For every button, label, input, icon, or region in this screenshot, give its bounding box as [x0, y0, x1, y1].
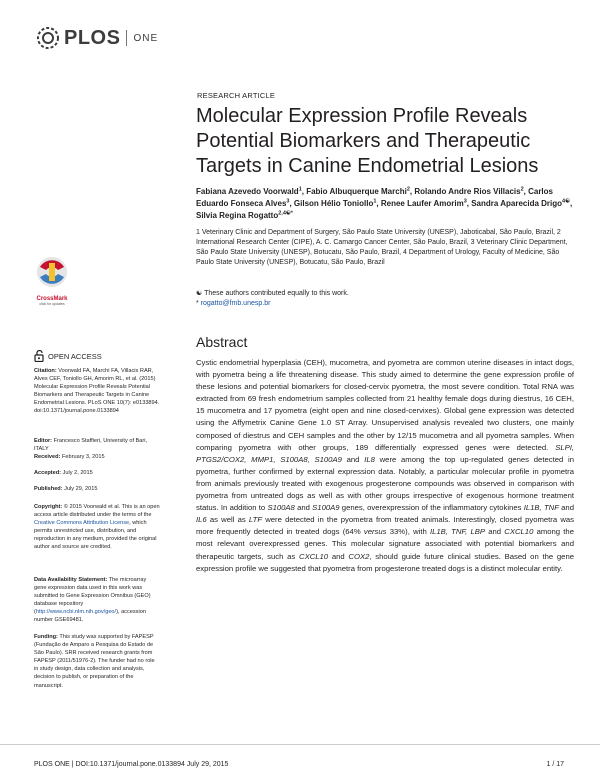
- citation-text: Voorwald FA, Marchi FA, Villacis RAR, Alves CEF, Toniollo GH, Amorim RL, et al. (2015) Molecular Expression Profile Reveals Potential Biomarkers and Therapeutic Targets in Canine Endometrial Lesions. PLoS ONE 10(7): e0133894. doi:10.1371/journal.pone.0133894: [34, 368, 160, 415]
- affiliations: 1 Veterinary Clinic and Department of Surgery, São Paulo State University (UNESP), Jaboticabal, São Paulo, Brazil, 2 International Research Center (CIPE), A. C. Camargo Cancer Center, São Paulo, Brazil, 3 Veterinary Clinic Department, São Paulo State University (UNESP), Botucatu, São Paulo, Brazil, 4 Department of Urology, Faculty of Medicine, São Paulo State University (UNESP), Botucatu, São Paulo, Brazil: [196, 229, 568, 266]
- geo-link[interactable]: http://www.ncbi.nlm.nih.gov/geo/: [35, 609, 117, 616]
- article-title: Molecular Expression Profile Reveals Potential Biomarkers and Therapeutic Targets in Canine Endometrial Lesions: [196, 105, 539, 177]
- abstract-text-segment: 33%), with: [386, 527, 430, 537]
- abstract-gene-term: CXCL10: [299, 551, 329, 561]
- open-access-badge: [34, 350, 102, 362]
- funding-label: Funding:: [34, 634, 58, 640]
- funding-text: This study was supported by FAPESP (Fundação de Amparo a Pesquisa do Estado de São Paulo). SRR received research grants from FAPESP (2011/51976-2). The funder had no role in study design, data collection and analysis, decision to publish, or preparation of the manuscript.: [34, 634, 155, 689]
- author-name: Fabio Albuquerque Marchi: [306, 187, 407, 196]
- copyright-text: © 2015 Voorwald et al. This is an open access article distributed under the terms of the: [34, 504, 160, 519]
- accepted-block: [34, 469, 160, 477]
- logo-wordmark: PLOS: [64, 26, 121, 49]
- abstract-gene-term: IL8: [364, 454, 375, 464]
- copyright-label: Copyright:: [34, 504, 63, 510]
- funding-block: [34, 633, 160, 690]
- author-affiliation-sup: 2,4☯*: [278, 210, 293, 217]
- corresponding-marker: *: [196, 300, 201, 307]
- author-name: Sandra Aparecida Drigo: [471, 199, 563, 208]
- editor-text: Francesco Staffieri, University of Bari, ITALY: [34, 438, 148, 453]
- abstract-gene-term: versus: [363, 527, 387, 537]
- received-block: [34, 453, 160, 461]
- abstract-text-segment: and: [328, 551, 349, 561]
- author-name: Silvia Regina Rogatto: [196, 211, 279, 220]
- abstract-text-segment: were among the top up-regulated genes detected in pyometra, further confirmed by external expression data. Notably, a particular molecular profile in pyometra from animals previously treated with exogenous progesterone compounds was observed in comparison with pyometra from untreated dogs as well as with other groups irrespective of exogenous hormone treatment status. In addition to: [196, 454, 574, 513]
- abstract-gene-term: LTF: [248, 515, 263, 525]
- abstract-text-segment: genes, overexpression of the inflammatory cytokines: [339, 503, 524, 513]
- crossmark-badge[interactable]: [32, 255, 72, 306]
- logo-divider: [126, 30, 127, 46]
- received-date: February 3, 2015: [60, 454, 105, 460]
- data-availability-block: [34, 576, 160, 625]
- received-label: Received:: [34, 454, 61, 460]
- author-name: Rolando Andre Rios Villacis: [414, 187, 521, 196]
- author-affiliation-sup: 3: [286, 198, 290, 205]
- crossmark-sublabel: click for updates: [39, 302, 65, 306]
- abstract-text-segment: were detected in the pyometra from treated animals. Interestingly, closed pyometra was more frequently detected in treated dogs (64%: [196, 515, 575, 537]
- author-name: Gilson Hélio Toniollo: [293, 199, 374, 208]
- open-lock-icon: [34, 350, 44, 362]
- corresponding-email-link[interactable]: rogatto@fmb.unesp.br: [200, 300, 271, 307]
- accepted-date: July 2, 2015: [61, 470, 93, 476]
- data-availability-text-end: ), accession number GSE69481.: [34, 609, 146, 624]
- abstract-text-segment: and: [485, 527, 505, 537]
- data-availability-text: The microarray gene expression data used in this work was submitted to Gene Expression Omnibus (GEO) database repository (: [34, 577, 151, 616]
- author-affiliation-sup: 2: [520, 186, 524, 193]
- open-access-label: OPEN ACCESS: [48, 351, 102, 361]
- citation-label: Citation:: [34, 368, 57, 374]
- cc-license-link[interactable]: Creative Commons Attribution License: [34, 520, 130, 527]
- author-name: Renee Laufer Amorim: [380, 199, 464, 208]
- author-affiliation-sup: 1: [373, 198, 377, 205]
- published-block: [34, 485, 160, 493]
- article-type-label: RESEARCH ARTICLE: [197, 91, 276, 100]
- abstract-text-segment: and: [341, 454, 365, 464]
- journal-name: ONE: [133, 32, 159, 44]
- published-label: Published:: [34, 486, 63, 492]
- abstract-gene-term: IL1B, TNF, LBP: [429, 527, 485, 537]
- abstract-text-segment: among the most relevant overexpressed genes. This molecular signature associated with potential biomarkers and therapeutic targets, such as: [196, 527, 574, 561]
- abstract-gene-term: SLPI, PTGS2/COX2, MMP1, S100A8, S100A9: [196, 442, 574, 464]
- plos-one-logo[interactable]: [36, 26, 158, 50]
- author-affiliation-sup: 4☯: [562, 198, 571, 205]
- abstract-text-segment: and: [558, 503, 574, 513]
- equal-contribution-note: ☯ These authors contributed equally to this work.: [196, 290, 349, 297]
- author-list: Fabiana Azevedo Voorwald$^1$, Fabio Albuquerque Marchi$^2$, Rolando Andre Rios Villacis$^2$, Carlos Eduardo Fonseca Alves$^3$, Gilson Hélio Toniollo$^1$, Renee Laufer Amorim$^3$, Sandra Aparecida Drigo$^{4☯}$, Silvia Regina Rogatto$^{2,4☯*}$: [196, 186, 573, 220]
- author-affiliation-sup: 2: [406, 186, 410, 193]
- abstract-text-segment: Cystic endometrial hyperplasia (CEH), mucometra, and pyometra are common uterine diseases in intact dogs, with pyometra being a life threatening disease. This study aimed to determine the gene expression profile of these lesions and potential biomarkers for closed-cervix pyometra, the most severe condition. Total RNA was extracted from 69 fresh endometrium samples collected from 21 healthy female dogs during diestrus, 16 CEH, 15 mucometra and 17 pyometra (eight open and nine closed-cervixes). Global gene expression was detected using the Affymetrix Canine Gene 1.0 ST Array. Unsupervised analysis revealed two clusters, one mainly composed of diestrus and CEH samples and the other by 12/15 mucometra and all pyometra samples. When comparing pyometra with other groups, 189 differentially expressed genes were detected.: [196, 358, 574, 452]
- citation-block: [34, 367, 160, 416]
- author-name: Fabiana Azevedo Voorwald: [196, 187, 299, 196]
- crossmark-icon: [32, 255, 72, 289]
- published-date: July 29, 2015: [62, 486, 98, 492]
- copyright-text-end: , which permits unrestricted use, distribution, and reproduction in any medium, provided the original author and source are credited.: [34, 520, 157, 551]
- editor-label: Editor:: [34, 438, 53, 444]
- abstract-gene-term: CXCL10: [504, 527, 534, 537]
- abstract-text-segment: and: [294, 503, 313, 513]
- page-number: 1 / 17: [546, 761, 564, 768]
- abstract-gene-term: IL1B, TNF: [523, 503, 559, 513]
- footer-doi: PLOS ONE | DOI:10.1371/journal.pone.0133894 July 29, 2015: [34, 761, 229, 768]
- abstract-text-segment: as well as: [206, 515, 249, 525]
- abstract-gene-term: S100A9: [312, 503, 340, 513]
- plos-logo-icon: [36, 26, 60, 50]
- crossmark-label: CrossMark: [36, 296, 68, 302]
- data-availability-label: Data Availability Statement:: [34, 577, 108, 583]
- abstract-heading: Abstract: [196, 334, 248, 350]
- corresponding-email-line: [196, 299, 574, 309]
- abstract-gene-term: S100A8: [267, 503, 295, 513]
- accepted-label: Accepted:: [34, 470, 62, 476]
- author-notes: [196, 289, 574, 309]
- author-name: Carlos Eduardo Fonseca Alves: [196, 187, 553, 208]
- author-affiliation-sup: 1: [298, 186, 302, 193]
- editor-block: [34, 437, 160, 453]
- abstract-body: [196, 357, 574, 575]
- abstract-gene-term: COX2: [348, 551, 370, 561]
- author-affiliation-sup: 3: [463, 198, 467, 205]
- copyright-block: [34, 503, 160, 552]
- abstract-gene-term: IL6: [196, 515, 207, 525]
- abstract-text-segment: , should guide future clinical studies. Based on the gene expression profile we suggested that pyometra from progesterone treated dogs is a distinct molecular entity.: [196, 551, 574, 573]
